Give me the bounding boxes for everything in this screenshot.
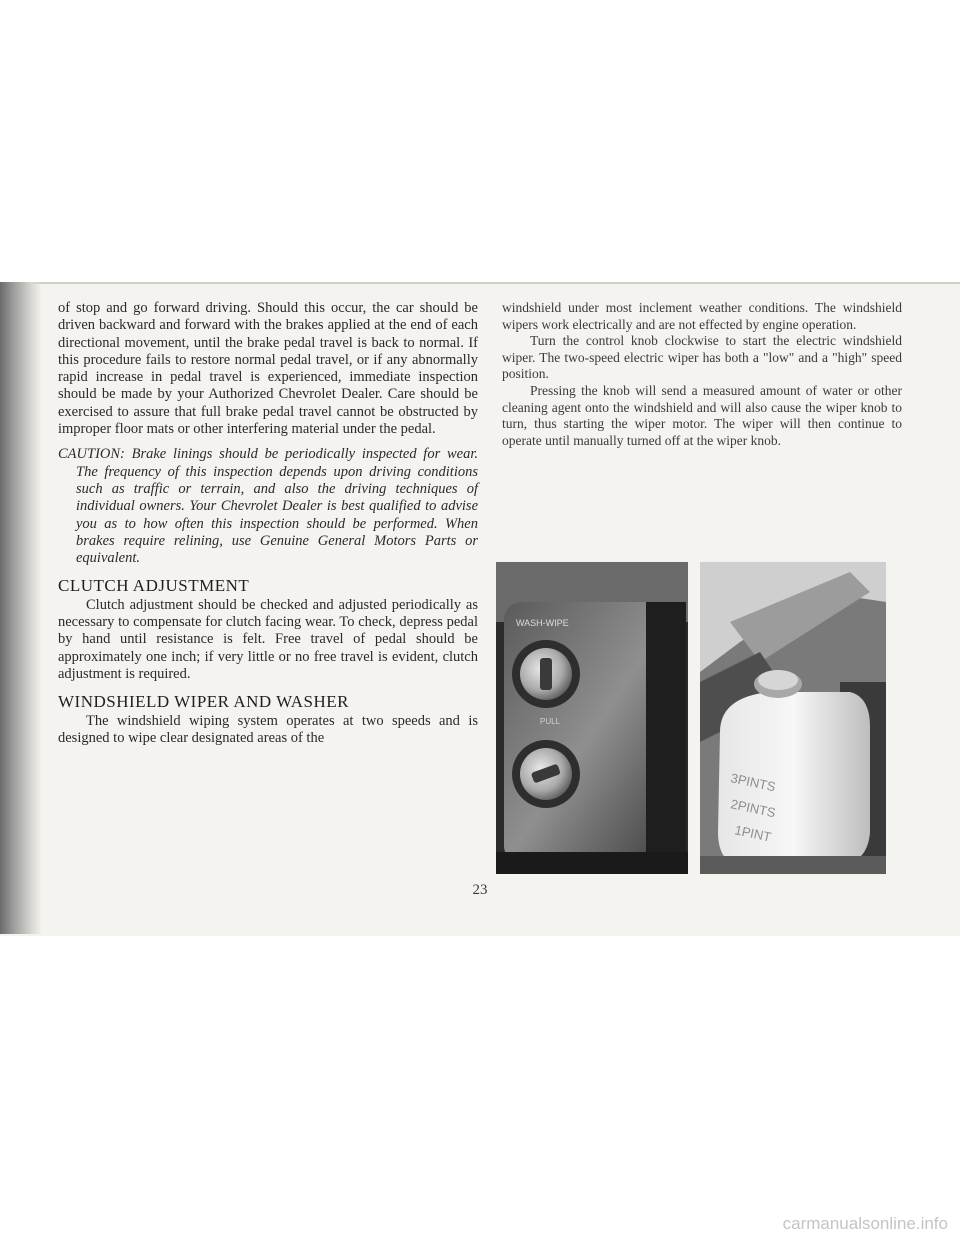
watermark-text: carmanualsonline.info bbox=[782, 1214, 948, 1233]
page-number: 23 bbox=[472, 882, 488, 898]
left-text-column bbox=[58, 300, 478, 747]
clutch-adjustment-heading: CLUTCH ADJUSTMENT bbox=[58, 576, 250, 596]
bottom-margin bbox=[0, 936, 960, 1242]
top-margin bbox=[0, 0, 960, 282]
wiper-paragraph-1: windshield under most inclement weather conditions. The windshield wipers work electrically and are not effected by engine operation. bbox=[502, 300, 902, 332]
wiper-paragraph-2: Turn the control knob clockwise to start the electric windshield wiper. The two-speed electric wiper has both a "low" and a "high" speed position. bbox=[502, 333, 902, 382]
one-pint-mark: 1PINT bbox=[733, 822, 773, 845]
two-pints-mark: 2PINTS bbox=[729, 796, 778, 821]
binding-shadow bbox=[0, 282, 42, 934]
windshield-wiper-paragraph: The windshield wiping system operates at two speeds and is designed to wipe clear designated areas of the bbox=[58, 712, 478, 746]
brake-caution-note: CAUTION: Brake linings should be periodically inspected for wear. The frequency of this inspection depends upon driving conditions such as traffic or terrain, and also the driving techniques of individual owners. Your Chevrolet Dealer is best qualified to advise you as to how often this inspection should be performed. When brakes require relining, use Genuine General Motors Parts or equivalent. bbox=[58, 446, 478, 567]
wiper-paragraph-3: Pressing the knob will send a measured amount of water or other cleaning agent onto the windshield and will also cause the wiper knob to turn, thus starting the wiper motor. The wiper will then continue to operate until manually turned off at the wiper knob. bbox=[502, 382, 902, 448]
pull-label: PULL bbox=[540, 717, 561, 726]
wash-wipe-label: WASH-WIPE bbox=[516, 618, 569, 628]
washer-reservoir-photo bbox=[700, 562, 886, 874]
clutch-adjustment-paragraph: Clutch adjustment should be checked and adjusted periodically as necessary to compensate for clutch facing wear. To check, depress pedal by hand until resistance is felt. Free travel of pedal should be approximately one inch; if very little or no free travel is evident, clutch adjustment is required. bbox=[58, 596, 478, 682]
windshield-wiper-heading: WINDSHIELD WIPER AND WASHER bbox=[58, 692, 350, 712]
three-pints-mark: 3PINTS bbox=[729, 770, 778, 795]
wiper-control-knobs-photo bbox=[496, 562, 688, 874]
right-text-column bbox=[502, 300, 902, 449]
brake-paragraph: of stop and go forward driving. Should this occur, the car should be driven backward and forward with the brakes applied at the end of each directional movement, until the brake pedal travel is back to normal. If this procedure fails to restore normal pedal travel, or if any abnormally rapid increase in pedal travel is experienced, immediate inspection should be made by your Authorized Chevrolet Dealer. Care should be exercised to assure that full brake pedal travel cannot be obstructed by improper floor mats or other interfering material under the pedal. bbox=[58, 300, 478, 438]
